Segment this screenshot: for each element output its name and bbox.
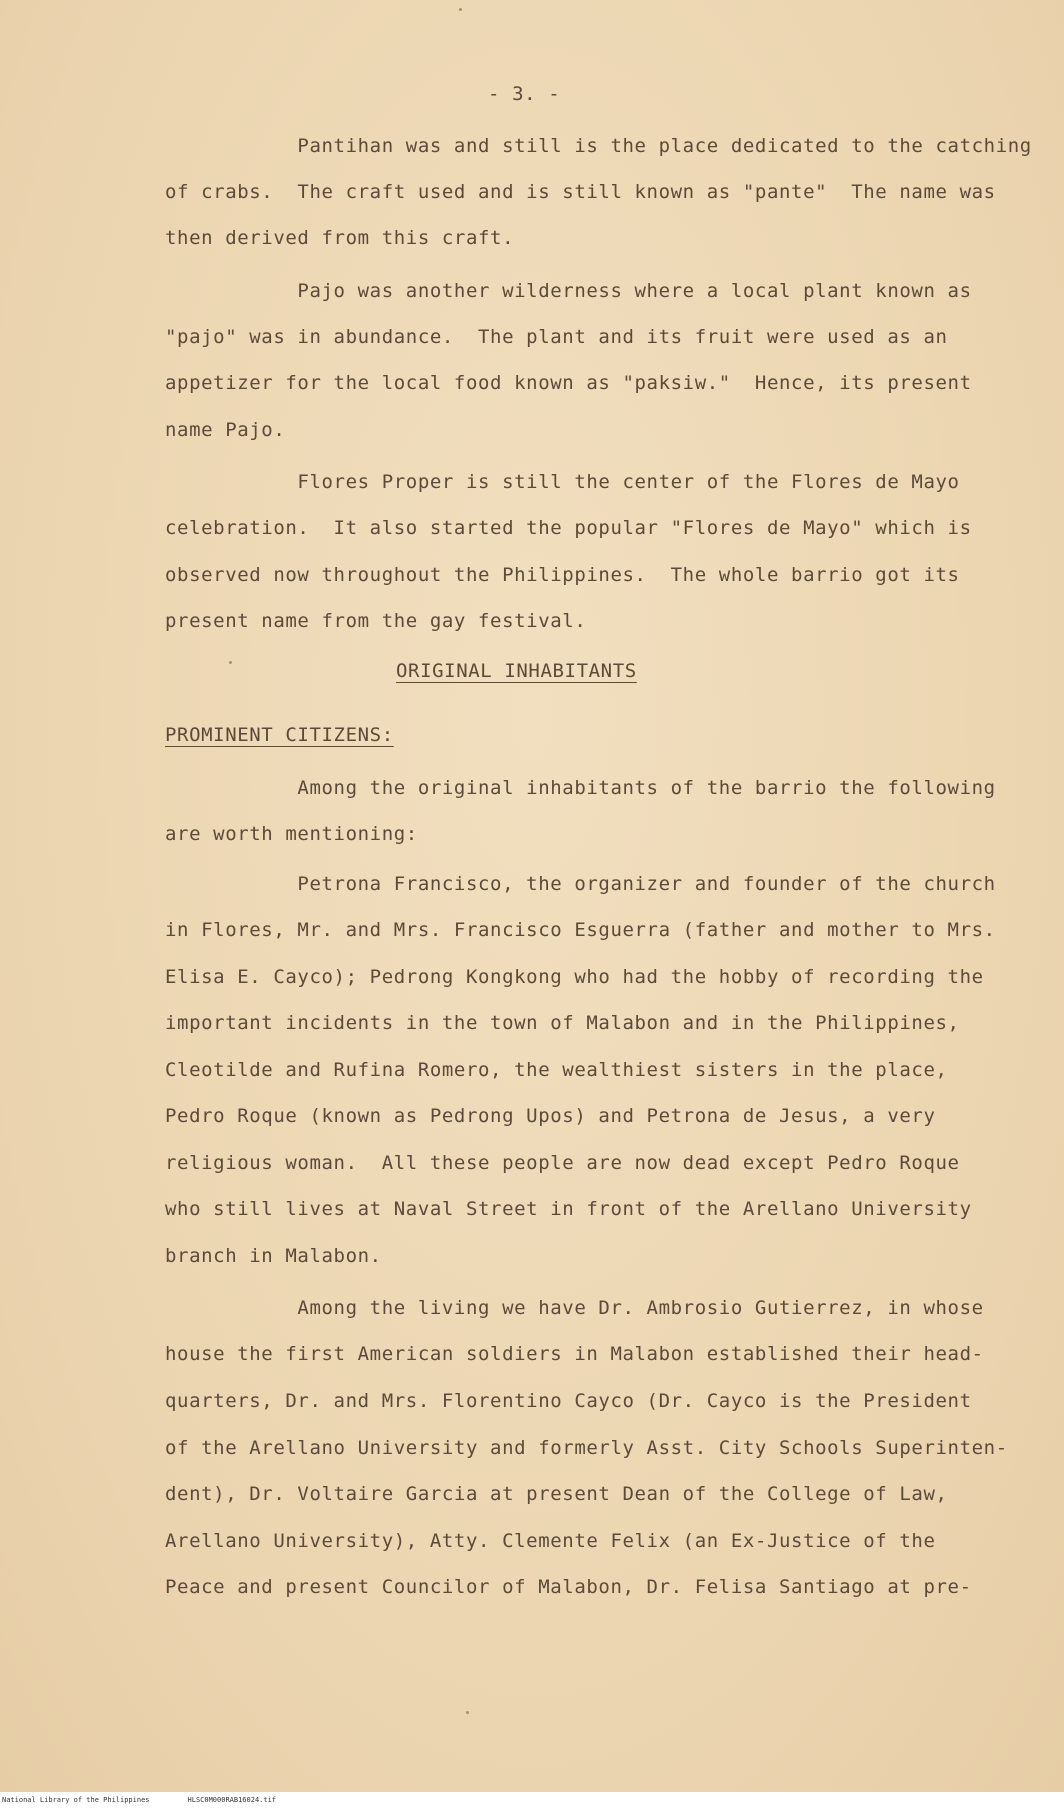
text-line: observed now throughout the Philippines. The whole barrio got its	[165, 564, 960, 586]
text-line: of the Arellano University and formerly Asst. City Schools Superinten-	[165, 1437, 1008, 1459]
text-line: dent), Dr. Voltaire Garcia at present Dean of the College of Law,	[165, 1483, 948, 1505]
text-line: who still lives at Naval Street in front of the Arellano University	[165, 1198, 972, 1220]
text-line: are worth mentioning:	[165, 823, 418, 845]
text-line: branch in Malabon.	[165, 1245, 382, 1267]
footer-file-label: HLSC0M000RAB16024.tif	[187, 1796, 277, 1804]
text-line: in Flores, Mr. and Mrs. Francisco Esguerra (father and mother to Mrs.	[165, 919, 996, 941]
text-line: of crabs. The craft used and is still known as "pante" The name was	[165, 181, 996, 203]
text-line: Among the original inhabitants of the barrio the following	[165, 777, 996, 799]
text-line: present name from the gay festival.	[165, 610, 587, 632]
text-line: religious woman. All these people are now dead except Pedro Roque	[165, 1152, 960, 1174]
text-line: important incidents in the town of Malabon and in the Philippines,	[165, 1012, 960, 1034]
paper-speck	[466, 1711, 469, 1714]
text-line: Pajo was another wilderness where a local plant known as	[165, 280, 972, 302]
text-line: celebration. It also started the popular "Flores de Mayo" which is	[165, 517, 972, 539]
text-line: Pedro Roque (known as Pedrong Upos) and Petrona de Jesus, a very	[165, 1105, 936, 1127]
text-line: Elisa E. Cayco); Pedrong Kongkong who had the hobby of recording the	[165, 966, 984, 988]
text-line: then derived from this craft.	[165, 227, 515, 249]
footer-library-label: National Library of the Philippines	[2, 1796, 150, 1804]
text-line: Peace and present Councilor of Malabon, Dr. Felisa Santiago at pre-	[165, 1576, 972, 1598]
text-line: Arellano University), Atty. Clemente Felix (an Ex-Justice of the	[165, 1530, 936, 1552]
scan-footer	[0, 1792, 1064, 1808]
text-line: name Pajo.	[165, 419, 286, 441]
section-heading-original-inhabitants: ORIGINAL INHABITANTS	[396, 660, 637, 682]
text-line: Pantihan was and still is the place dedicated to the catching	[165, 135, 1032, 157]
text-line: Among the living we have Dr. Ambrosio Gutierrez, in whose	[165, 1297, 984, 1319]
text-line: appetizer for the local food known as "paksiw." Hence, its present	[165, 372, 972, 394]
paper-speck	[459, 8, 462, 11]
section-heading-prominent-citizens: PROMINENT CITIZENS:	[165, 724, 394, 746]
text-line: quarters, Dr. and Mrs. Florentino Cayco (Dr. Cayco is the President	[165, 1390, 972, 1412]
text-line: Petrona Francisco, the organizer and founder of the church	[165, 873, 996, 895]
text-line: Cleotilde and Rufina Romero, the wealthiest sisters in the place,	[165, 1059, 948, 1081]
text-line: house the first American soldiers in Malabon established their head-	[165, 1343, 984, 1365]
paper-speck	[229, 661, 232, 664]
text-line: Flores Proper is still the center of the Flores de Mayo	[165, 471, 960, 493]
page-number: - 3. -	[488, 83, 561, 105]
text-line: "pajo" was in abundance. The plant and its fruit were used as an	[165, 326, 948, 348]
